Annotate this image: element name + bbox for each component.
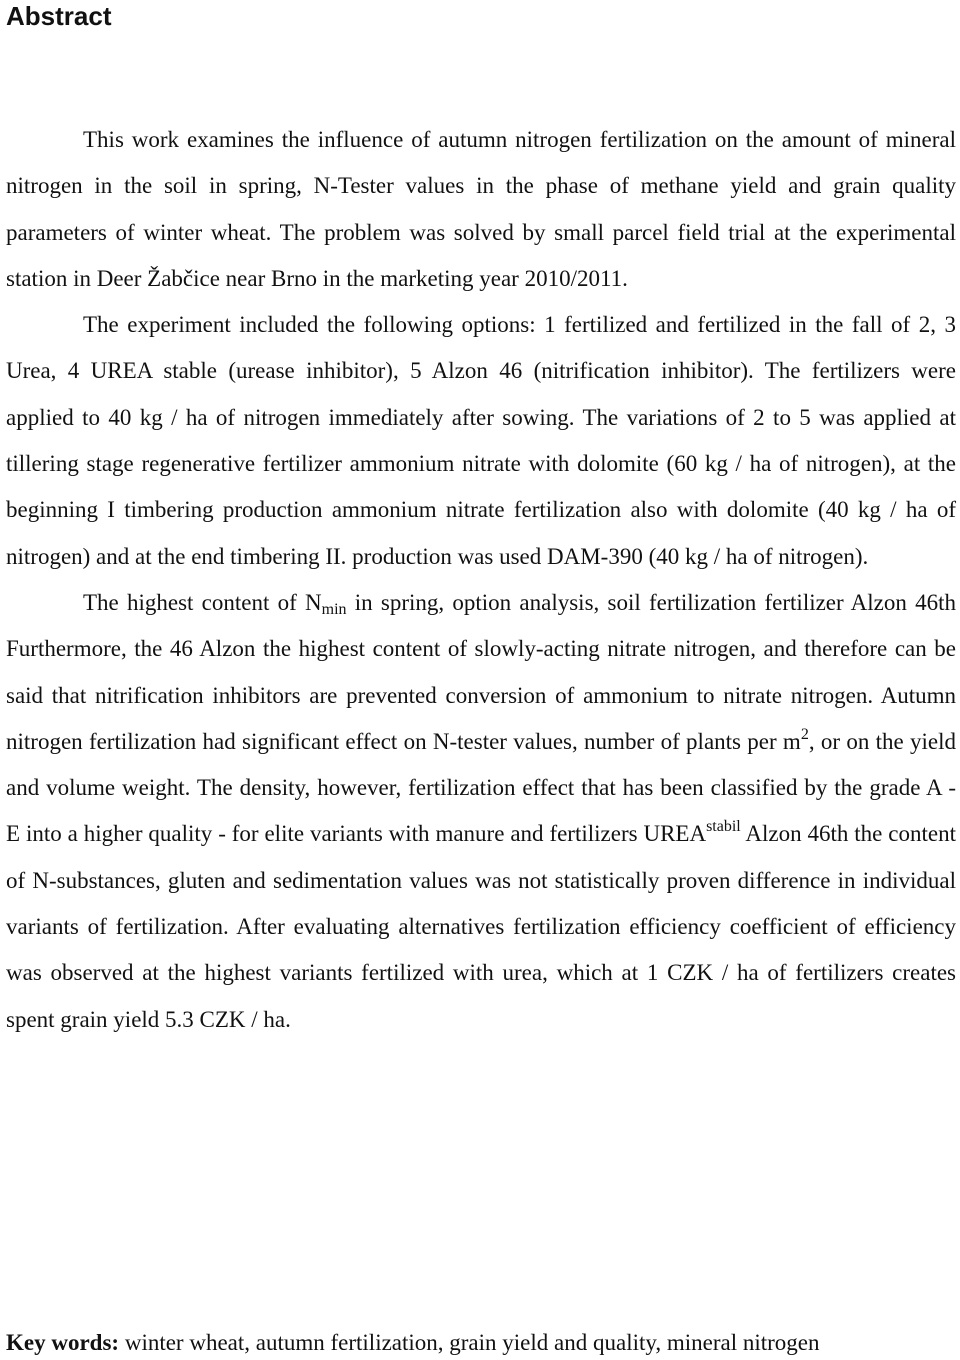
paragraph-3-text-1: The highest content of N <box>83 589 322 615</box>
abstract-body <box>6 117 956 1043</box>
paragraph-3-text-2: in spring, option analysis, soil fertilization fertilizer Alzon 46th Furthermore, the 46 Alzon the highest content of slowly-acting nitrate nitrogen, and therefore can be said that nitrification inhibitors are prevented conversion of ammonium to nitrate nitrogen. Autumn nitrogen fertilization had significant effect on N-tester values, number of plants per m <box>6 589 956 754</box>
page-title: Abstract <box>6 1 112 31</box>
keywords-label: Key words: <box>6 1330 120 1355</box>
abstract-paragraph-3 <box>6 580 956 1043</box>
superscript-stabil: stabil <box>706 818 741 836</box>
keywords-text: winter wheat, autumn fertilization, grain yield and quality, mineral nitrogen <box>119 1330 820 1355</box>
abstract-paragraph-1: This work examines the influence of autumn nitrogen fertilization on the amount of mineral nitrogen in the soil in spring, N-Tester values in the phase of methane yield and grain quality parameters of winter wheat. The problem was solved by small parcel field trial at the experimental station in Deer Žabčice near Brno in the marketing year 2010/2011. <box>6 127 956 291</box>
subscript-min: min <box>321 600 347 618</box>
abstract-paragraph-2: The experiment included the following options: 1 fertilized and fertilized in the fall of 2, 3 Urea, 4 UREA stable (urease inhibitor), 5 Alzon 46 (nitrification inhibitor). The fertilizers were applied to 40 kg / ha of nitrogen immediately after sowing. The variations of 2 to 5 was applied at tillering stage regenerative fertilizer ammonium nitrate with dolomite (60 kg / ha of nitrogen), at the beginning I timbering production ammonium nitrate fertilization also with dolomite (40 kg / ha of nitrogen) and at the end timbering II. production was used DAM-390 (40 kg / ha of nitrogen). <box>6 312 956 569</box>
paragraph-3-text-4: Alzon 46th the content of N-substances, gluten and sedimentation values was not statistically proven difference in individual variants of fertilization. After evaluating alternatives fertilization efficiency coefficient of efficiency was observed at the highest variants fertilized with urea, which at 1 CZK / ha of fertilizers creates spent grain yield 5.3 CZK / ha. <box>6 821 956 1032</box>
paragraph-3-text-3: , or on the yield and volume weight. The density, however, fertilization effect that has been classified by the grade A - E into a higher quality - for elite variants with manure and fertilizers UREA <box>6 728 956 847</box>
keywords-line <box>6 1328 960 1358</box>
superscript-2: 2 <box>800 725 809 743</box>
